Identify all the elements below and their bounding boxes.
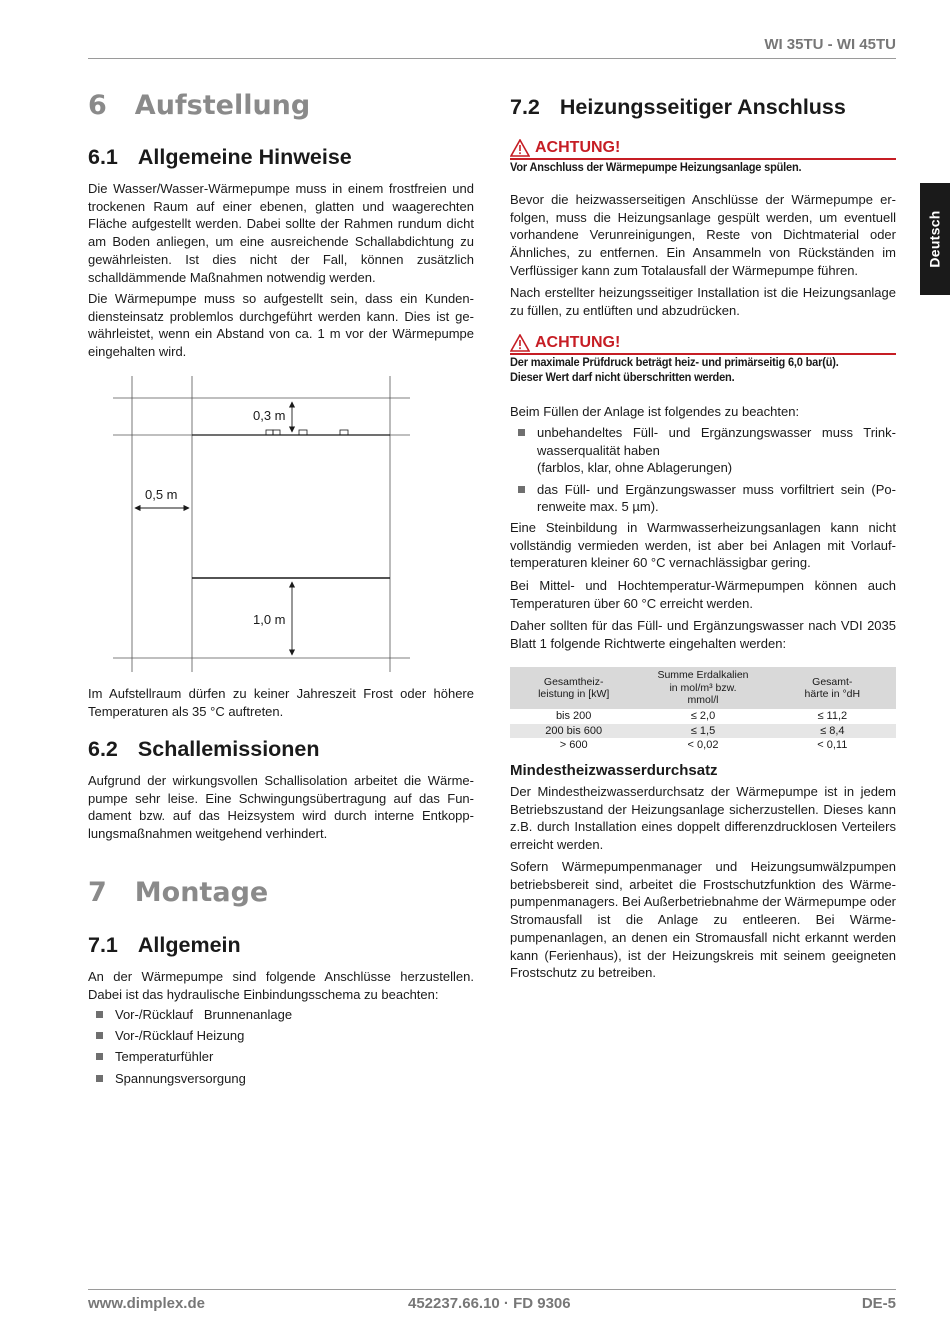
table-cell: > 600 bbox=[559, 739, 588, 751]
paragraph: Aufgrund der wirkungsvollen Schallisolation arbeitet die Wärmepumpe sehr leise. Eine Schwingungsübertragung auf das Fundament bzw. auf das Heizsystem wird durch interne Entkopplungsmaßnahmen weitgehend verhindert. bbox=[88, 773, 474, 842]
section-number: 6 bbox=[88, 90, 107, 121]
warning-box bbox=[510, 333, 896, 387]
connector-icon bbox=[299, 430, 307, 435]
bullet-icon bbox=[96, 1032, 103, 1039]
list-item-text: Vor-/Rücklauf Brunnenanlage bbox=[115, 1007, 293, 1022]
section-7-heading bbox=[88, 877, 474, 908]
header-divider bbox=[88, 58, 896, 59]
section-7-1-heading bbox=[88, 933, 474, 958]
warning-label: ACHTUNG! bbox=[535, 139, 621, 156]
warning-rule bbox=[510, 158, 896, 160]
section-title: Allgemeine Hinweise bbox=[137, 145, 352, 169]
connection-list bbox=[88, 1006, 474, 1091]
section-number: 7.1 bbox=[88, 933, 118, 957]
clearance-diagram bbox=[110, 372, 415, 672]
dimension-label-top: 0,3 m bbox=[253, 408, 286, 423]
bullet-icon bbox=[518, 429, 525, 436]
paragraph: Im Aufstellraum dürfen zu keiner Jahreszeit Frost oder höhere Temperaturen als 35 °C auftreten. bbox=[88, 686, 474, 719]
paragraph: Nach erstellter heizungsseitiger Installation ist die Heizungsanlage zu füllen, zu entlüften und abzudrücken. bbox=[510, 285, 896, 318]
section-6-2-heading bbox=[88, 737, 474, 762]
paragraph: Der Mindestheizwasserdurchsatz der Wärmepumpe ist in jedem Betriebszustand der Heizungsanlage sicherzustellen. Dieses kann z.B. durch Installation eines doppelt differenzdrucklosen Verteilers erreicht werden. bbox=[510, 784, 896, 853]
list-item-text: unbehandeltes Füll- und Ergänzungswasser muss Trinkwasserqualität haben bbox=[537, 425, 896, 458]
table-header-row bbox=[510, 667, 896, 709]
warning-text: Der maximale Prüfdruck beträgt heiz- und primärseitig 6,0 bar(ü). bbox=[510, 356, 839, 369]
list-item-text: Temperaturfühler bbox=[115, 1049, 214, 1065]
paragraph: Bevor die heizwasserseitigen Anschlüsse der Wärmepumpe erfolgen, muss die Heizungsanlage gespült werden, um eventuell vorhandene Verunreinigungen, Reste von Dichtmaterial oder Ähnliches, zu entfernen. Ein Ansammeln von Rückständen im Verflüssiger kann zum Totalausfall der Wärmepumpe führen. bbox=[510, 192, 896, 278]
bullet-icon bbox=[96, 1011, 103, 1018]
dimension-label-bottom: 1,0 m bbox=[253, 612, 286, 627]
language-tab bbox=[920, 183, 950, 295]
footer-divider bbox=[88, 1289, 896, 1290]
section-title: Montage bbox=[134, 877, 269, 908]
subsection-heading: Mindestheizwasserdurchsatz bbox=[510, 762, 718, 779]
section-7-2-heading bbox=[510, 95, 896, 120]
list-item bbox=[510, 481, 896, 516]
table-cell: < 0,11 bbox=[817, 739, 848, 751]
warning-rule bbox=[510, 353, 896, 355]
section-number: 6.1 bbox=[88, 145, 118, 169]
table-header: Gesamtheiz- leistung in [kW] bbox=[510, 667, 637, 709]
table-cell: 200 bis 600 bbox=[510, 724, 637, 739]
bullet-icon bbox=[96, 1053, 103, 1060]
section-number: 6.2 bbox=[88, 737, 118, 761]
paragraph: Die Wasser/Wasser-Wärmepumpe muss in einem frostfreien und trockenen Raum auf einer ebenen, glatten und waagerechten Fläche aufgestellt werden. Dabei sollte der Rahmen rundum dicht am Boden anliegen, um eine ausreichende Schallabdichtung zu gewährleisten. Ist dies nicht der Fall, können zusätzlich schalldämmende Maßnahmen notwendig werden. bbox=[88, 181, 474, 285]
paragraph: Die Wärmepumpe muss so aufgestellt sein, dass ein Kundendiensteinsatz problemlos durchgeführt werden kann. Dies ist gewährleistet, wenn ein Abstand von ca. 1 m vor der Wärmepumpe eingehalten wird. bbox=[88, 291, 474, 360]
list-item bbox=[88, 1027, 474, 1045]
paragraph: Daher sollten für das Füll- und Ergänzungswasser nach VDI 2035 Blatt 1 folgende Richtwerte eingehalten werden: bbox=[510, 618, 896, 651]
paragraph: Eine Steinbildung in Warmwasserheizungsanlagen kann nicht vollständig vermieden werden, ist aber bei Anlagen mit Vorlauftemperaturen kleiner 60 °C vernachlässigbar gering. bbox=[510, 520, 896, 571]
paragraph: Bei Mittel- und Hochtemperatur-Wärmepumpen können auch Temperaturen über 60 °C erreicht werden. bbox=[510, 578, 896, 611]
language-tab-label: Deutsch bbox=[927, 210, 943, 268]
table-row bbox=[510, 738, 896, 753]
list-item-text: das Füll- und Ergänzungswasser muss vorfiltriert sein (Porenweite max. 5 µm). bbox=[537, 481, 896, 515]
warning-box bbox=[510, 138, 896, 176]
water-hardness-table bbox=[510, 667, 896, 753]
bullet-icon bbox=[518, 486, 525, 493]
footer-website-link[interactable]: www.dimplex.de bbox=[88, 1295, 205, 1312]
document-title: WI 35TU - WI 45TU bbox=[764, 36, 896, 53]
table-cell: < 0,02 bbox=[687, 739, 719, 751]
paragraph: Sofern Wärmepumpenmanager und Heizungsumwälzpumpen betriebsbereit sind, arbeitet die Frostschutzfunktion des Wärmepumpenmanagers. Bei Außerbetriebnahme der Wärmepumpe oder Stromausfall ist die Anlage zu entleeren. Bei Wärmepumpenanlagen, an denen ein Stromausfall nicht erkannt werden kann (Ferienhaus), ist der Heizungskreis mit seinem geeigneten Frostschutz zu betreiben. bbox=[510, 859, 896, 981]
bullet-icon bbox=[96, 1075, 103, 1082]
table-header: Gesamt- härte in °dH bbox=[769, 667, 896, 709]
page-number: DE-5 bbox=[861, 1295, 896, 1312]
list-item bbox=[88, 1048, 474, 1066]
filling-requirements-list bbox=[510, 424, 896, 520]
list-item-text: Spannungsversorgung bbox=[115, 1070, 246, 1086]
table-cell: ≤ 1,5 bbox=[637, 724, 768, 739]
paragraph: Beim Füllen der Anlage ist folgendes zu beachten: bbox=[510, 404, 800, 419]
section-6-1-heading bbox=[88, 145, 474, 170]
warning-triangle-icon bbox=[510, 139, 530, 157]
section-title: Schallemissionen bbox=[137, 737, 320, 761]
dimension-label-left: 0,5 m bbox=[145, 487, 178, 502]
footer-document-number: 452237.66.10 · FD 9306 bbox=[408, 1295, 571, 1312]
table-cell: ≤ 2,0 bbox=[690, 710, 716, 722]
list-item bbox=[510, 424, 896, 477]
list-item-text: Vor-/Rücklauf Heizung bbox=[115, 1028, 245, 1044]
section-number: 7.2 bbox=[510, 95, 540, 119]
warning-text: Dieser Wert darf nicht überschritten werden. bbox=[510, 372, 735, 384]
table-row bbox=[510, 709, 896, 724]
connector-icon bbox=[273, 430, 280, 435]
section-title: Aufstellung bbox=[134, 90, 311, 121]
connector-icon bbox=[340, 430, 348, 435]
table-cell: ≤ 11,2 bbox=[817, 710, 848, 722]
table-row bbox=[510, 724, 896, 739]
table-header: Summe Erdalkalien in mol/m³ bzw. mmol/l bbox=[637, 667, 768, 709]
list-item-text: (farblos, klar, ohne Ablagerungen) bbox=[537, 460, 733, 476]
section-6-heading bbox=[88, 90, 474, 121]
section-title: Allgemein bbox=[137, 933, 241, 957]
section-number: 7 bbox=[88, 877, 107, 908]
warning-text: Vor Anschluss der Wärmepumpe Heizungsanlage spülen. bbox=[510, 161, 802, 174]
connector-icon bbox=[266, 430, 273, 435]
table-cell: bis 200 bbox=[555, 710, 592, 722]
warning-triangle-icon bbox=[510, 334, 530, 352]
section-title: Heizungsseitiger Anschluss bbox=[559, 95, 846, 119]
list-item bbox=[88, 1070, 474, 1088]
paragraph: An der Wärmepumpe sind folgende Anschlüsse herzustellen. Dabei ist das hydraulische Einbindungsschema zu beachten: bbox=[88, 969, 474, 1002]
warning-label: ACHTUNG! bbox=[535, 334, 621, 351]
list-item bbox=[88, 1006, 474, 1024]
table-cell: ≤ 8,4 bbox=[769, 724, 896, 739]
